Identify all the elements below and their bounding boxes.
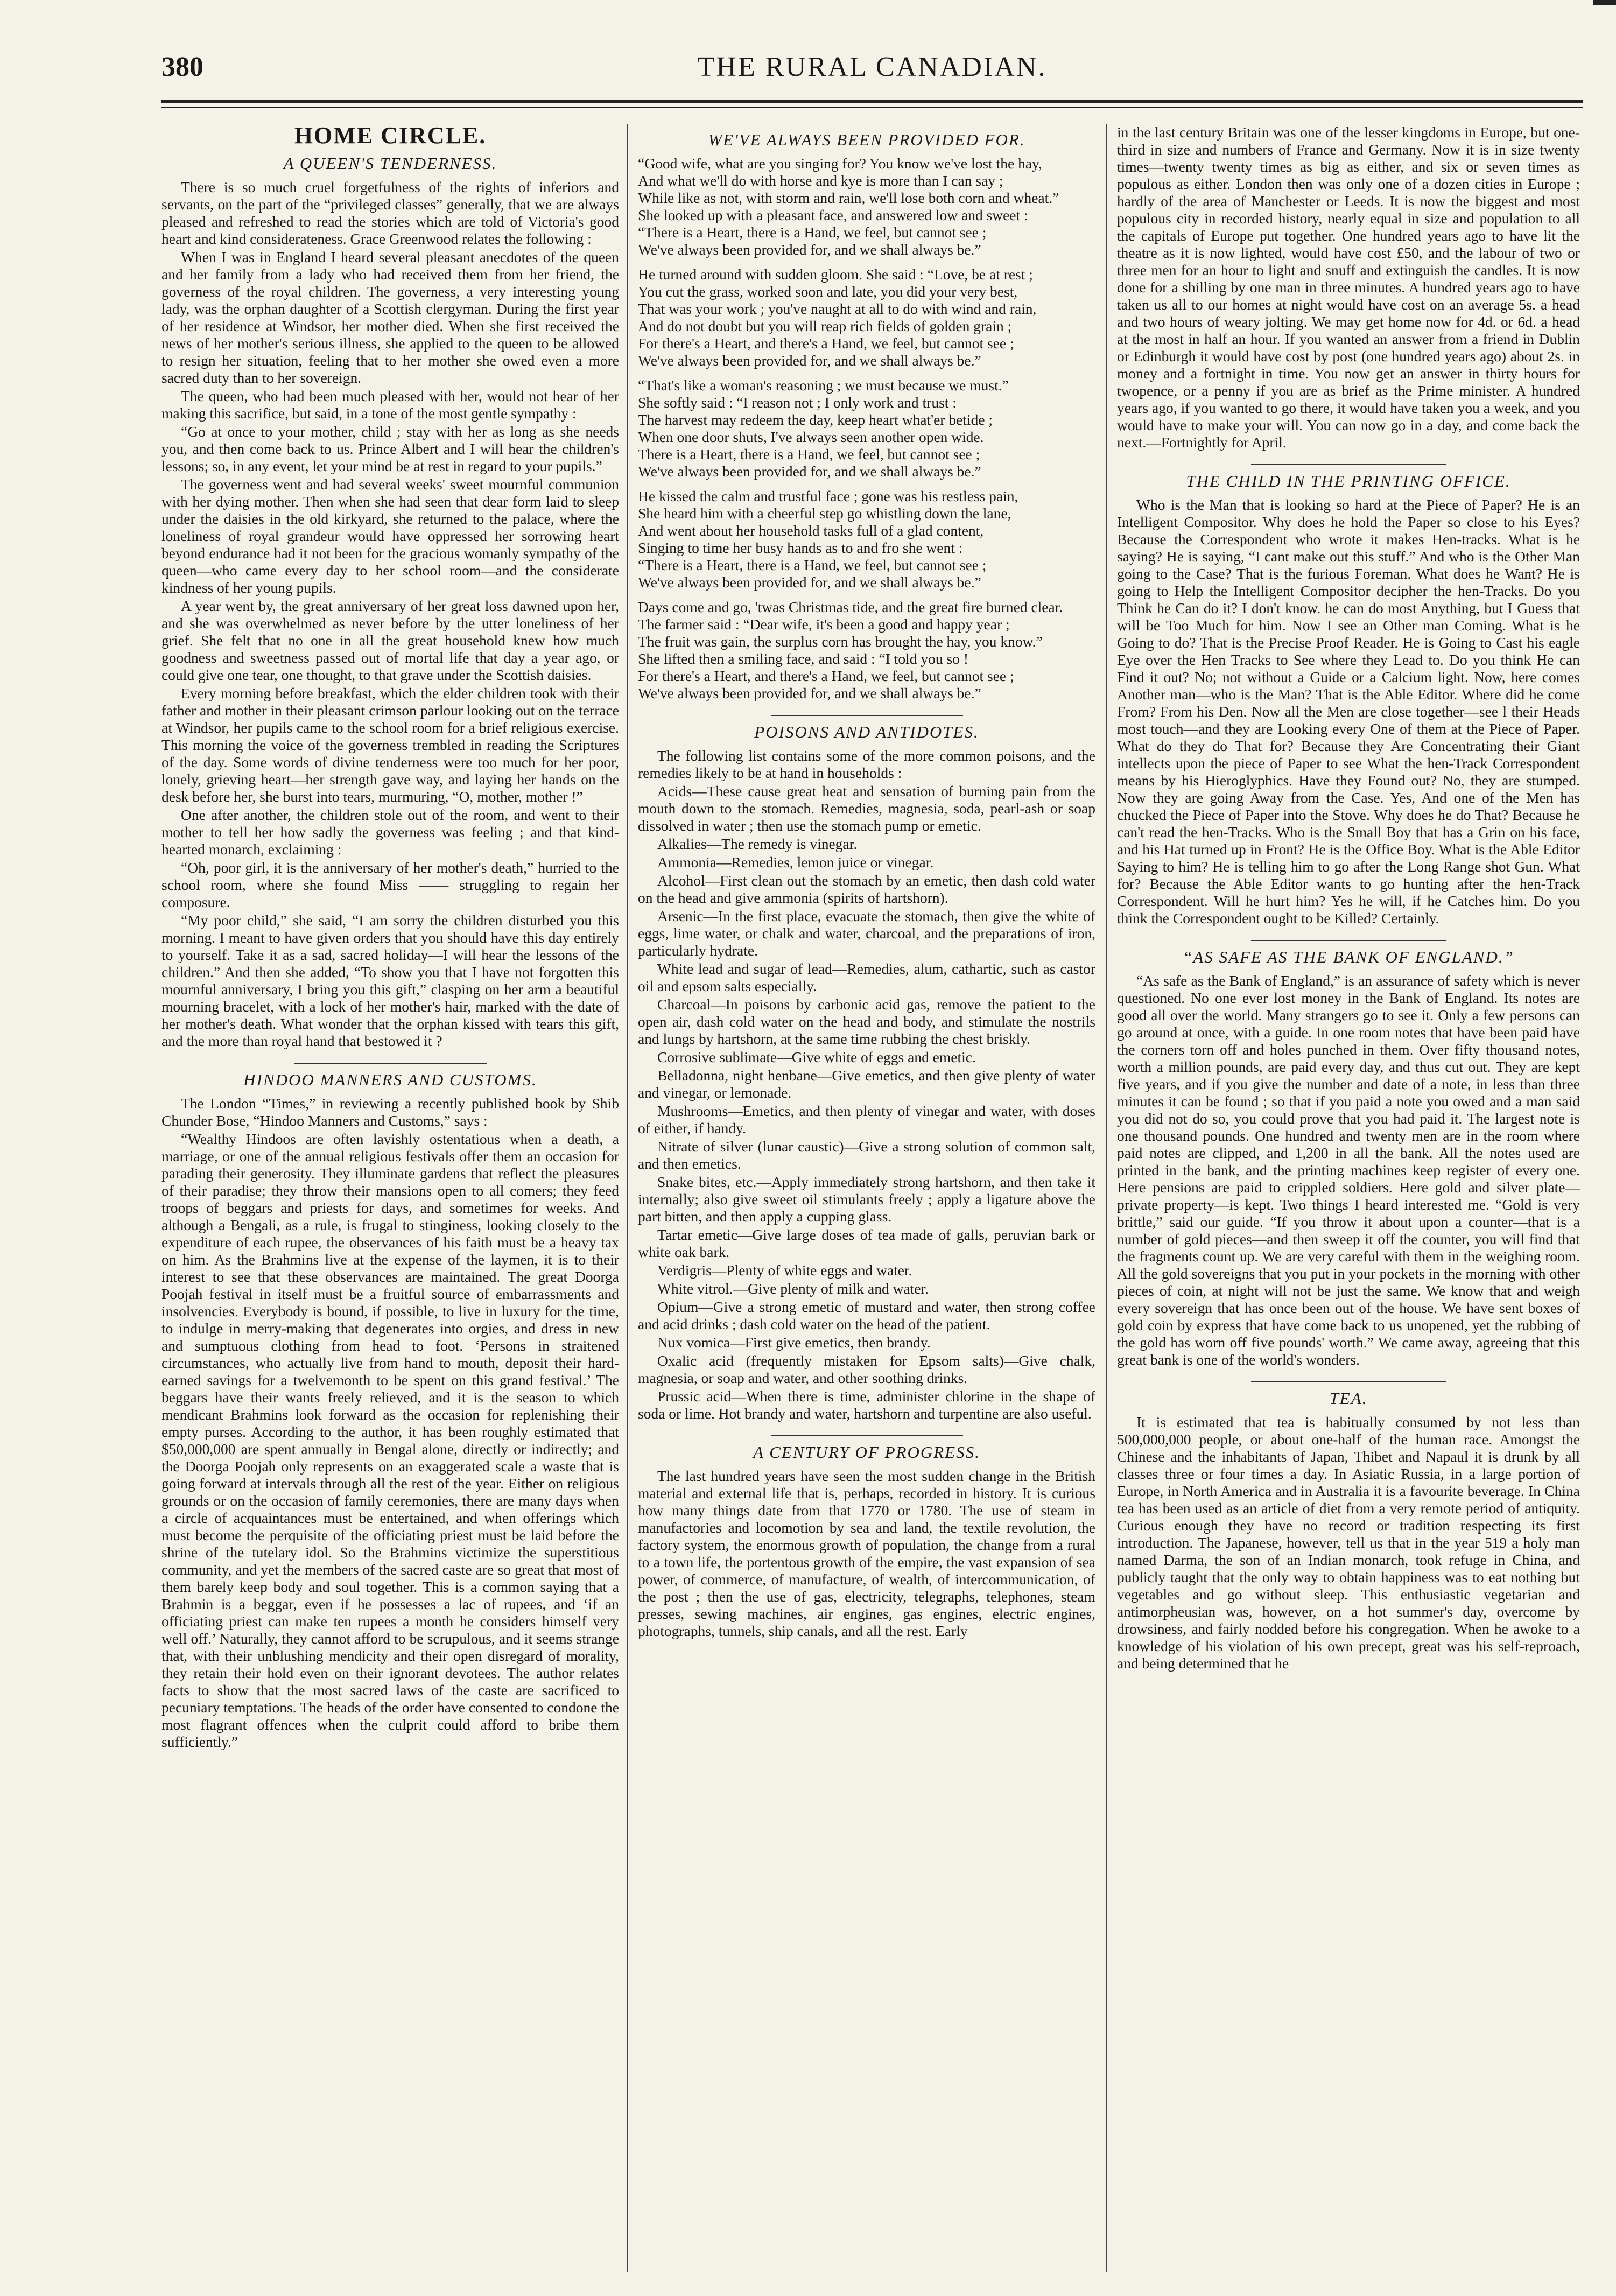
poem-line: She lifted then a smiling face, and said : “I told you so ! [638,650,969,667]
poison-entry: Mushrooms—Emetics, and then plenty of vinegar and water, with doses of either, if handy. [638,1103,1095,1136]
article-title: THE CHILD IN THE PRINTING OFFICE. [1186,472,1511,490]
poem-line: We've always been provided for, and we shall always be.” [638,352,981,369]
poem-stanza [638,155,1095,258]
poem-line: She looked up with a pleasant face, and answered low and sweet : [638,207,1028,223]
section-divider [1251,464,1445,465]
paragraph: “Wealthy Hindoos are often lavishly ostentatious when a death, a marriage, or one of the annual religious festivals offer them an occasion for parading their generosity. They illuminate gardens that reflect the pleasures of their paradise; they throw their mansions open to all comers; they feed troops of beggars and priests for days, and sometimes for weeks. And although a Bengali, as a rule, is frugal to stinginess, looking closely to the expenditure of each rupee, the observances of his faith must be a heavy tax on him. As the Brahmins live at the expense of the laymen, it is to their interest to see that these observances are maintained. The great Doorga Poojah festival in itself must be a fruitful source of embarrassments and insolvencies. Everybody is bound, if possible, to live in luxury for the time, to indulge in merry-making that degenerates into orgies, and dress in new and sumptuous clothing from head to foot. ‘Persons in straitened circumstances, who actually live from hand to mouth, deposit their hard-earned savings for a twelvemonth to be spent on this grand festival.’ The beggars have their wants freely relieved, and it is the season to which mendicant Brahmins look forward as the occasion for replenishing their empty purses. According to the author, it has been roughly estimated that $50,000,000 are spent annually in Bengal alone, directly or indirectly; and the Doorga Poojah only represents on an exaggerated scale a waste that is going forward at intervals through all the rest of the year. Either on religious grounds or on the occasion of family ceremonies, there are many days when a circle of acquaintances must be entertained, and when offerings which must become the perquisite of the officiating priest must be laid before the shrine of the tutelary idol. So the Brahmins victimize the superstitious community, and yet the members of the sacred caste are so great that most of them barely keep body and soul together. This is a common saying that a Brahmin is a beggar, even if he possesses a lac of rupees, and ‘if an officiating priest can make ten rupees a month he considers himself very well off.’ Naturally, they cannot afford to be scrupulous, and it seems strange that, with their unblushing mendicity and their open disregard of morality, they retain their hold even on their ignorant devotees. The author relates facts to show that the most sacred laws of the caste are sacrificed to pecuniary temptations. The heads of the order have consented to condone the most flagrant offences when the culprit could afford to bribe them sufficiently.” [161,1131,619,1750]
column-divider [627,124,628,2272]
poem-line: “That's like a woman's reasoning ; we must because we must.” [638,377,1009,394]
poem-line: We've always been provided for, and we shall always be.” [638,574,981,591]
poison-entry: Alcohol—First clean out the stomach by an emetic, then dash cold water on the head and give ammonia (spirits of hartshorn). [638,872,1095,906]
poison-entry: Oxalic acid (frequently mistaken for Epsom salts)—Give chalk, magnesia, or soap and water, and other soothing drinks. [638,1352,1095,1386]
poison-entry: White lead and sugar of lead—Remedies, alum, cathartic, such as castor oil and epsom salts especially. [638,960,1095,994]
column-3 [1117,124,1580,2277]
article-title: “AS SAFE AS THE BANK OF ENGLAND.” [1183,947,1514,966]
poison-entry: Nitrate of silver (lunar caustic)—Give a strong solution of common salt, and then emetics. [638,1138,1095,1172]
poem-line: And what we'll do with horse and kye is more than I can say ; [638,172,1003,189]
paragraph: “Go at once to your mother, child ; stay with her as long as she needs you, and then come back to us. Prince Albert and I will hear the children's lessons; so, in any event, let your mind be at rest in regard to your pupils.” [161,423,619,474]
poem-line: The fruit was gain, the surplus corn has brought the hay, you know.” [638,633,1043,650]
poison-entry: Snake bites, etc.—Apply immediately strong hartshorn, and then take it internally; also give sweet oil stimulants freely ; apply a ligature above the part bitten, and then apply a cupping glass. [638,1174,1095,1225]
poem-line: He kissed the calm and trustful face ; gone was his restless pain, [638,488,1018,504]
page-edge-mark [1593,0,1616,5]
section-divider [1251,1381,1445,1382]
poison-list [638,783,1095,1422]
page-number: 380 [161,52,203,82]
article-title: WE'VE ALWAYS BEEN PROVIDED FOR. [708,130,1025,149]
poem-line: She softly said : “I reason not ; I only work and trust : [638,394,957,411]
poison-entry: Arsenic—In the first place, evacuate the stomach, then give the white of eggs, lime water, or chalk and water, charcoal, and the preparations of iron, particularly hydrate. [638,908,1095,959]
section-title: HOME CIRCLE. [294,124,487,149]
poison-entry: Nux vomica—First give emetics, then brandy. [657,1334,931,1351]
poem-stanza [638,488,1095,591]
paragraph: “As safe as the Bank of England,” is an assurance of safety which is never questioned. No one ever lost money in the Bank of England. Its notes are good all over the world. Many strangers go to see it. Only a few persons can go around at once, with a guide. In one room notes that have been paid have the corners torn off and holes punched in them. Over fifty thousand notes, worth a million pounds, are paid every day, and thus cut out. They are kept five years, and if you give the number and date of a note, in less than three minutes it can be found ; so that if you paid a note you owed and a man said you did not do so, you could prove that you had paid it. The largest note is one thousand pounds. One hundred and twenty men are in the room where paid notes are clipped, and 1,200 in all the bank. All the notes used are printed in the bank, and the printing machines keep register of every one. Here pensions are paid to crippled soldiers. Here gold and silver plate—private property—is kept. Two things I heard interested me. “Gold is very brittle,” said our guide. “If you throw it about upon a counter—that is a number of gold pieces—and then sweep it off the counter, you will find that the fragments count up. We are very careful with them in the weighing room. All the gold sovereigns that you put in your pockets in the morning with other pieces of coin, at night will not be just the same. We know that and weigh every sovereign that has once been out of the house. We have sent boxes of gold coin by express that have come back to us unopened, yet the rubbing of the gold has worn off five pounds' worth.” We came away, agreeing that this great bank is one of the world's wonders. [1117,972,1580,1368]
poison-entry: Alkalies—The remedy is vinegar. [657,835,858,852]
section-divider [771,715,963,716]
paragraph: Who is the Man that is looking so hard at the Piece of Paper? He is an Intelligent Compositor. Why does he hold the Paper so close to his Eyes? Because the Correspondent who wrote it makes Hen-tracks. What is he saying? He is saying, “I cant make out this stuff.” And who is the Other Man going to the Case? That is the furious Foreman. What does he Want? He is going to Help the Intelligent Compositor decipher the hen-Tracks. Do you Think he Can do it? I don't know. he can do most Anything, but I Guess that will be Too Much for him. Now I see an Other man Coming. What is he Going to do? That is the Precise Proof Reader. He is Going to Cast his eagle Eye over the Hen Tracks to See where they Lead to. Do you think He can Find it out? No; not without a Guide or a Calcium light. Now, here comes Another man—who is the Man? That is the Able Editor. Where did he come From? From his Den. Now all the Men are close together—see l their Heads most touch—and they are Looking every One of them at the Piece of Paper. What do they do That for? Because they Are Concentrating their Giant intellects upon the piece of Paper to see What the hen-Track Correspondent means by his Hieroglyphics. Have they Found out? No, they are stumped. Now they are going Away from the Case. Yes, And one of the Men has chucked the Piece of Paper into the Stove. Why does he do That? Because he can't read the hen-Tracks. Who is the Small Boy that has a Grin on his face, and his Hat turned up in Front? He is the Office Boy. What is the Able Editor Saying to him? He is telling him to go after the Long Range shot Gun. What for? Because the Able Editor wants to go hunting after the hen-Track Correspondent. Will he hurt him? Yes he will, if he Catches him. Do you think the Correspondent ought to be Killed? Certainly. [1117,496,1580,926]
header-rule-thin [161,107,1583,108]
poem-line: “There is a Heart, there is a Hand, we feel, but cannot see ; [638,224,987,241]
page-header [161,51,1583,100]
poem-stanza [638,266,1095,369]
article-title: POISONS AND ANTIDOTES. [754,722,979,741]
paragraph: in the last century Britain was one of the lesser kingdoms in Europe, but one-third in size and numbers of France and Germany. Now it is in size twenty times—twenty twenty times as big as either, and six or seven times as populous as either. London then was only one of a dozen cities in Europe ; hardly of the area of Manchester or Leeds. It is now the biggest and most populous city in recorded history, nearly equal in size and population to all the capitals of Europe put together. One hundred years ago to have lit the theatre as it is now lighted, would have cost £50, and the labour of two or three men for an hour to light and snuff and extinguish the candles. It is now done for a shilling by one man in three minutes. A hundred years ago to have taken us all to our homes at night would have cost on an average 5s. a head and two hours of weary jolting. We may get home now for 4d. or 6d. a head at the most in half an hour. If you wanted an answer from a friend in Dublin or Edinburgh it would have cost by post (one hundred years ago) about 2s. in money and a fortnight in time. You now get an answer in thirty hours for twopence, or a penny if you are as brief as the Prime minister. A hundred years ago, if you wanted to go there, it would have taken you a week, and you would have to make your will. You can now go in a day, and come back the next.—Fortnightly for April. [1117,124,1580,451]
poison-entry: Acids—These cause great heat and sensation of burning pain from the mouth down to the stomach. Remedies, magnesia, soda, pearl-ash or soap dissolved in water ; then use the stomach pump or emetic. [638,783,1095,834]
masthead-title: THE RURAL CANADIAN. [697,52,1047,82]
poem-line: When one door shuts, I've always seen another open wide. [638,429,984,445]
poem-line: The farmer said : “Dear wife, it's been a good and happy year ; [638,616,1010,633]
column-2 [638,124,1095,2277]
poem-line: For there's a Heart, and there's a Hand, we feel, but cannot see ; [638,668,1014,684]
poem-line: We've always been provided for, and we shall always be.” [638,241,981,258]
poem-line: We've always been provided for, and we shall always be.” [638,463,981,480]
poem-line: You cut the grass, worked soon and late, you did your very best, [638,283,1018,300]
paragraph: A year went by, the great anniversary of her great loss dawned upon her, and she was overwhelmed as never before by the utter loneliness of her grief. She felt that no one in all the great household knew how much goodness and sweetness passed out of mortal life that day a year ago, or could give one tear, one thought, to that grave under the Scottish daisies. [161,598,619,683]
poem-line: He turned around with sudden gloom. She said : “Love, be at rest ; [638,266,1033,283]
poem-line: We've always been provided for, and we shall always be.” [638,685,981,701]
article-title: A QUEEN'S TENDERNESS. [283,154,497,173]
paragraph: Every morning before breakfast, which the elder children took with their father and mother in their pleasant crimson parlour looking out on the terrace at Windsor, her pupils came to the school room for a brief religious exercise. This morning the voice of the governess trembled in reading the Scriptures of the day. Some words of divine tenderness were too much for her poor, lonely, grieving heart—her strength gave way, and laying her hands on the desk before her, she burst into tears, murmuring, “O, mother, mother !” [161,685,619,805]
paragraph: “Oh, poor girl, it is the anniversary of her mother's death,” hurried to the school room, where she found Miss —— struggling to regain her composure. [161,859,619,910]
poem-line: That was your work ; you've naught at all to do with wind and rain, [638,300,1037,317]
section-divider [771,1435,963,1436]
poison-entry: Ammonia—Remedies, lemon juice or vinegar. [657,854,934,870]
paragraph: The last hundred years have seen the most sudden change in the British material and external life that is, perhaps, recorded in history. It is curious how many things date from that 1770 or 1780. The use of steam in manufactories and locomotion by sea and land, the textile revolution, the factory system, the enormous growth of population, the change from a rural to a town life, the portentous growth of the empire, the vast expansion of sea power, of commerce, of manufacture, of wealth, of intercommunication, of the post ; then the use of gas, electricity, telegraphs, telephones, steam presses, sewing machines, air engines, gas engines, electric engines, photographs, tunnels, ship canals, and all the rest. Early [638,1468,1095,1639]
poem-line: She heard him with a cheerful step go whistling down the lane, [638,505,1011,522]
article-title: A CENTURY OF PROGRESS. [753,1443,980,1462]
paragraph: The London “Times,” in reviewing a recently published book by Shib Chunder Bose, “Hindoo Manners and Customs,” says : [161,1095,619,1129]
poison-entry: Tartar emetic—Give large doses of tea made of galls, peruvian bark or white oak bark. [638,1226,1095,1260]
poem-line: There is a Heart, there is a Hand, we feel, but cannot see ; [638,446,980,462]
paragraph: There is so much cruel forgetfulness of the rights of inferiors and servants, on the part of the “privileged classes” generally, that we are always pleased and refreshed to read the stories which are told of Victoria's good heart and kind considerateness. Grace Greenwood relates the following : [161,179,619,247]
poison-entry: Belladonna, night henbane—Give emetics, and then give plenty of water and vinegar, or lemonade. [638,1067,1095,1101]
column-1 [161,124,619,2277]
section-divider [294,1063,487,1064]
poem-line: “There is a Heart, there is a Hand, we feel, but cannot see ; [638,557,987,573]
poem-line: Days come and go, 'twas Christmas tide, and the great fire burned clear. [638,599,1063,615]
paragraph: The following list contains some of the more common poisons, and the remedies likely to be at hand in households : [638,747,1095,781]
poem [638,155,1095,702]
poem-line: And do not doubt but you will reap rich fields of golden grain ; [638,318,1012,334]
header-rule-thick [161,100,1583,103]
poem-line: Singing to time her busy hands as to and fro she went : [638,539,963,556]
poison-entry: Charcoal—In poisons by carbonic acid gas, remove the patient to the open air, dash cold water on the head and body, and stimulate the nostrils and lungs by hartshorn, at the same time rubbing the chest briskly. [638,996,1095,1047]
poem-line: The harvest may redeem the day, keep heart what'er betide ; [638,411,993,428]
article-title: HINDOO MANNERS AND CUSTOMS. [243,1070,537,1089]
section-divider [1251,940,1445,941]
poison-entry: Prussic acid—When there is time, administer chlorine in the shape of soda or lime. Hot brandy and water, hartshorn and turpentine are also useful. [638,1388,1095,1422]
poison-entry: Corrosive sublimate—Give white of eggs and emetic. [657,1049,976,1065]
poem-stanza [638,377,1095,480]
poison-entry: Opium—Give a strong emetic of mustard and water, then strong coffee and acid drinks ; dash cold water on the head of the patient. [638,1298,1095,1332]
poem-line: For there's a Heart, and there's a Hand, we feel, but cannot see ; [638,335,1014,352]
poison-entry: Verdigris—Plenty of white eggs and water. [657,1262,912,1279]
paragraph: “My poor child,” she said, “I am sorry the children disturbed you this morning. I meant to have given orders that you should have this day entirely to yourself. Take it as a sad, sacred holiday—I will hear the lessons of the children.” And then she added, “To show you that I have not forgotten this mournful anniversary, I bring you this gift,” clasping on her arm a beautiful mourning bracelet, with a lock of her mother's hair, marked with the date of her mother's death. What wonder that the orphan kissed with tears this gift, and the more than royal hand that bestowed it ? [161,912,619,1049]
column-divider [1106,124,1107,2272]
article-title: TEA. [1329,1389,1368,1408]
poem-stanza [638,599,1095,702]
poem-line: And went about her household tasks full of a glad content, [638,522,984,539]
paragraph: The governess went and had several weeks' sweet mournful communion with her dying mother. Then when she had seen that dear form laid to sleep under the daisies in the old kirkyard, she returned to the palace, where the loneliness of royal grandeur would have oppressed her sorrowing heart beyond endurance had it not been for the gracious womanly sympathy of the queen—who came every day to her school room—and the considerate kindness of her young pupils. [161,476,619,596]
poem-line: While like as not, with storm and rain, we'll lose both corn and wheat.” [638,189,1059,206]
paragraph: When I was in England I heard several pleasant anecdotes of the queen and her family from a lady who had received them from her friend, the governess of the royal children. The governess, a very interesting young lady, was the orphan daughter of a Scottish clergyman. During the first year of her residence at Windsor, her mother died. When she first received the news of her mother's serious illness, she applied to the queen to be allowed to resign her situation, feeling that to her mother she owed even a more sacred duty than to her sovereign. [161,249,619,386]
paragraph: One after another, the children stole out of the room, and went to their mother to tell her how sadly the governess was feeling ; and that kind-hearted monarch, exclaiming : [161,806,619,858]
poem-line: “Good wife, what are you singing for? You know we've lost the hay, [638,155,1042,172]
poison-entry: White vitrol.—Give plenty of milk and water. [657,1280,929,1297]
paragraph: It is estimated that tea is habitually consumed by not less than 500,000,000 people, or about one-half of the human race. Amongst the Chinese and the inhabitants of Japan, Thibet and Napaul it is drunk by all classes three or four times a day. In Asiatic Russia, in a large portion of Europe, in North America and in Australia it is a favourite beverage. In China tea has been used as an article of diet from a very remote period of antiquity. Curious enough they have no record or tradition respecting its first introduction. The Japanese, however, tell us that in the year 519 a holy man named Darma, the son of an Indian monarch, took refuge in China, and publicly taught that the only way to obtain happiness was to eat nothing but vegetables and go without sleep. This enthusiastic vegetarian and antimorpheusian was, however, on a hot summer's day, overcome by drowsiness, and fairly nodded before his congregation. When he awoke to a knowledge of his violation of his own precept, great was his self-reproach, and being determined that he [1117,1414,1580,1672]
paragraph: The queen, who had been much pleased with her, would not hear of her making this sacrifice, but said, in a tone of the most gentle sympathy : [161,388,619,422]
